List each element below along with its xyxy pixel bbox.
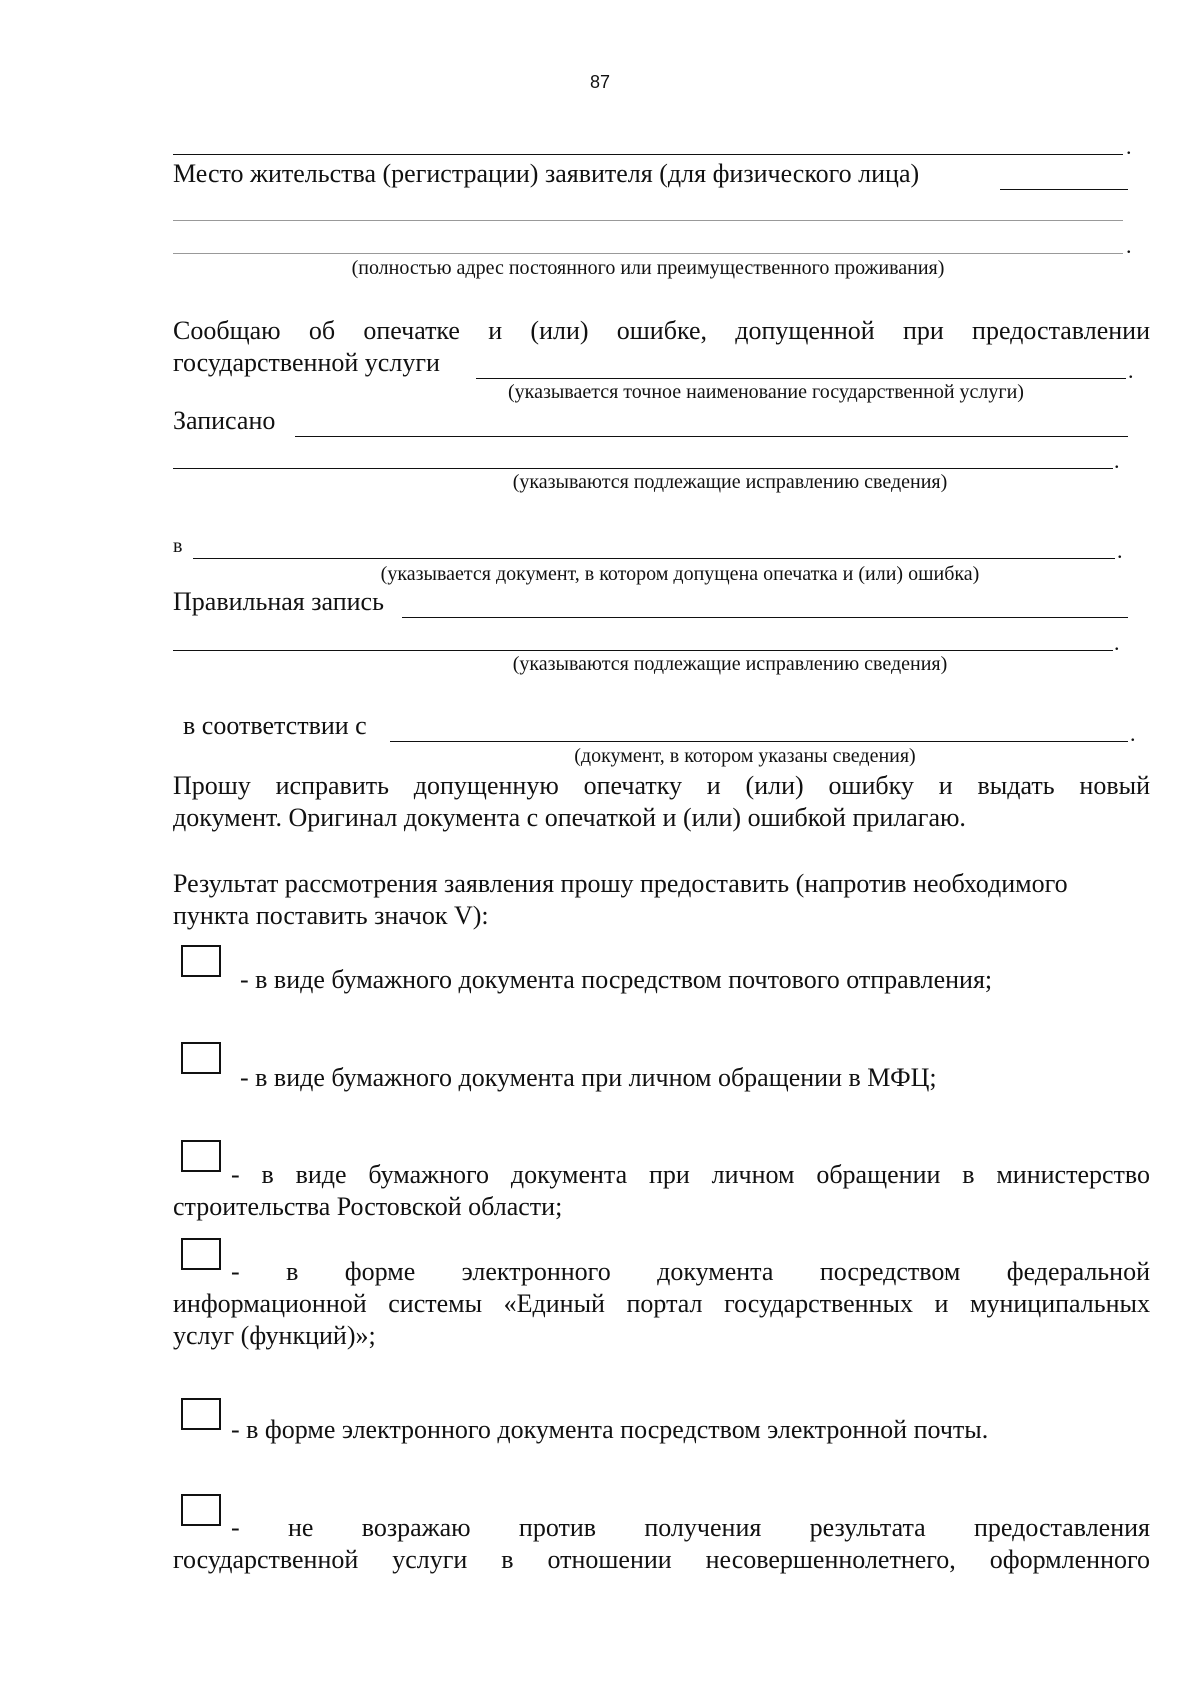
option-mfc-checkbox[interactable] <box>181 1042 221 1074</box>
line-end-dot: . <box>1128 358 1134 383</box>
report-text-line: Сообщаю об опечатке и (или) ошибке, допущенной при предоставлении <box>173 316 1150 345</box>
line-end-dot: . <box>1117 538 1123 563</box>
residence-fill-line[interactable] <box>173 220 1123 221</box>
option-portal-checkbox[interactable] <box>181 1238 221 1270</box>
option-email-checkbox[interactable] <box>181 1398 221 1430</box>
service-name-fill-line[interactable] <box>476 378 1126 379</box>
option-minor-text: государственной услуги в отношении несовершеннолетнего, оформленного <box>173 1545 1150 1574</box>
line-end-dot: . <box>1114 630 1120 655</box>
option-portal-text: информационной системы «Единый портал государственных и муниципальных <box>173 1289 1150 1318</box>
line-end-dot: . <box>1126 134 1132 159</box>
page-number: 87 <box>589 72 611 92</box>
option-minor-text: - не возражаю против получения результата предоставления <box>231 1513 1150 1542</box>
correct-record-label: Правильная запись <box>173 587 384 616</box>
option-minor-checkbox[interactable] <box>181 1494 221 1526</box>
recorded-hint: (указываются подлежащие исправлению сведения) <box>512 471 948 493</box>
accordance-label: в соответствии с <box>183 711 367 740</box>
document-in-label: в <box>173 535 183 557</box>
option-ministry-text: - в виде бумажного документа при личном обращении в министерство <box>231 1160 1150 1189</box>
correct-record-fill-line[interactable] <box>402 617 1128 618</box>
residence-hint: (полностью адрес постоянного или преимущественного проживания) <box>351 257 945 279</box>
residence-label: Место жительства (регистрации) заявителя (для физического лица) <box>173 159 920 188</box>
correct-record-hint: (указываются подлежащие исправлению сведения) <box>512 653 948 675</box>
option-mfc-text: - в виде бумажного документа при личном обращении в МФЦ; <box>240 1063 937 1092</box>
report-service-label: государственной услуги <box>173 348 440 377</box>
fill-line[interactable] <box>173 154 1123 155</box>
option-ministry-text: строительства Ростовской области; <box>173 1192 563 1221</box>
request-text-line: документ. Оригинал документа с опечаткой и (или) ошибкой прилагаю. <box>173 803 966 832</box>
option-postal-text: - в виде бумажного документа посредством почтового отправления; <box>240 965 993 994</box>
recorded-label: Записано <box>173 406 276 435</box>
result-text-line: Результат рассмотрения заявления прошу предоставить (напротив необходимого <box>173 869 1068 898</box>
option-postal-checkbox[interactable] <box>181 945 221 977</box>
residence-fill-line[interactable] <box>173 253 1123 254</box>
request-text-line: Прошу исправить допущенную опечатку и (или) ошибку и выдать новый <box>173 771 1150 800</box>
accordance-hint: (документ, в котором указаны сведения) <box>574 745 916 767</box>
accordance-fill-line[interactable] <box>390 741 1128 742</box>
line-end-dot: . <box>1130 721 1136 746</box>
option-ministry-checkbox[interactable] <box>181 1140 221 1172</box>
recorded-fill-line[interactable] <box>173 468 1113 469</box>
recorded-fill-line[interactable] <box>295 436 1128 437</box>
document-in-fill-line[interactable] <box>193 558 1115 559</box>
line-end-dot: . <box>1114 448 1120 473</box>
option-portal-text: услуг (функций)»; <box>173 1321 376 1350</box>
correct-record-fill-line[interactable] <box>173 650 1113 651</box>
residence-fill-line[interactable] <box>1000 189 1128 190</box>
document-in-hint: (указывается документ, в котором допущена опечатка и (или) ошибка) <box>380 563 980 585</box>
result-text-line: пункта поставить значок V): <box>173 901 489 930</box>
option-portal-text: - в форме электронного документа посредством федеральной <box>231 1257 1150 1286</box>
line-end-dot: . <box>1126 233 1132 258</box>
option-email-text: - в форме электронного документа посредством электронной почты. <box>231 1415 989 1444</box>
service-name-hint: (указывается точное наименование государственной услуги) <box>508 381 1024 403</box>
